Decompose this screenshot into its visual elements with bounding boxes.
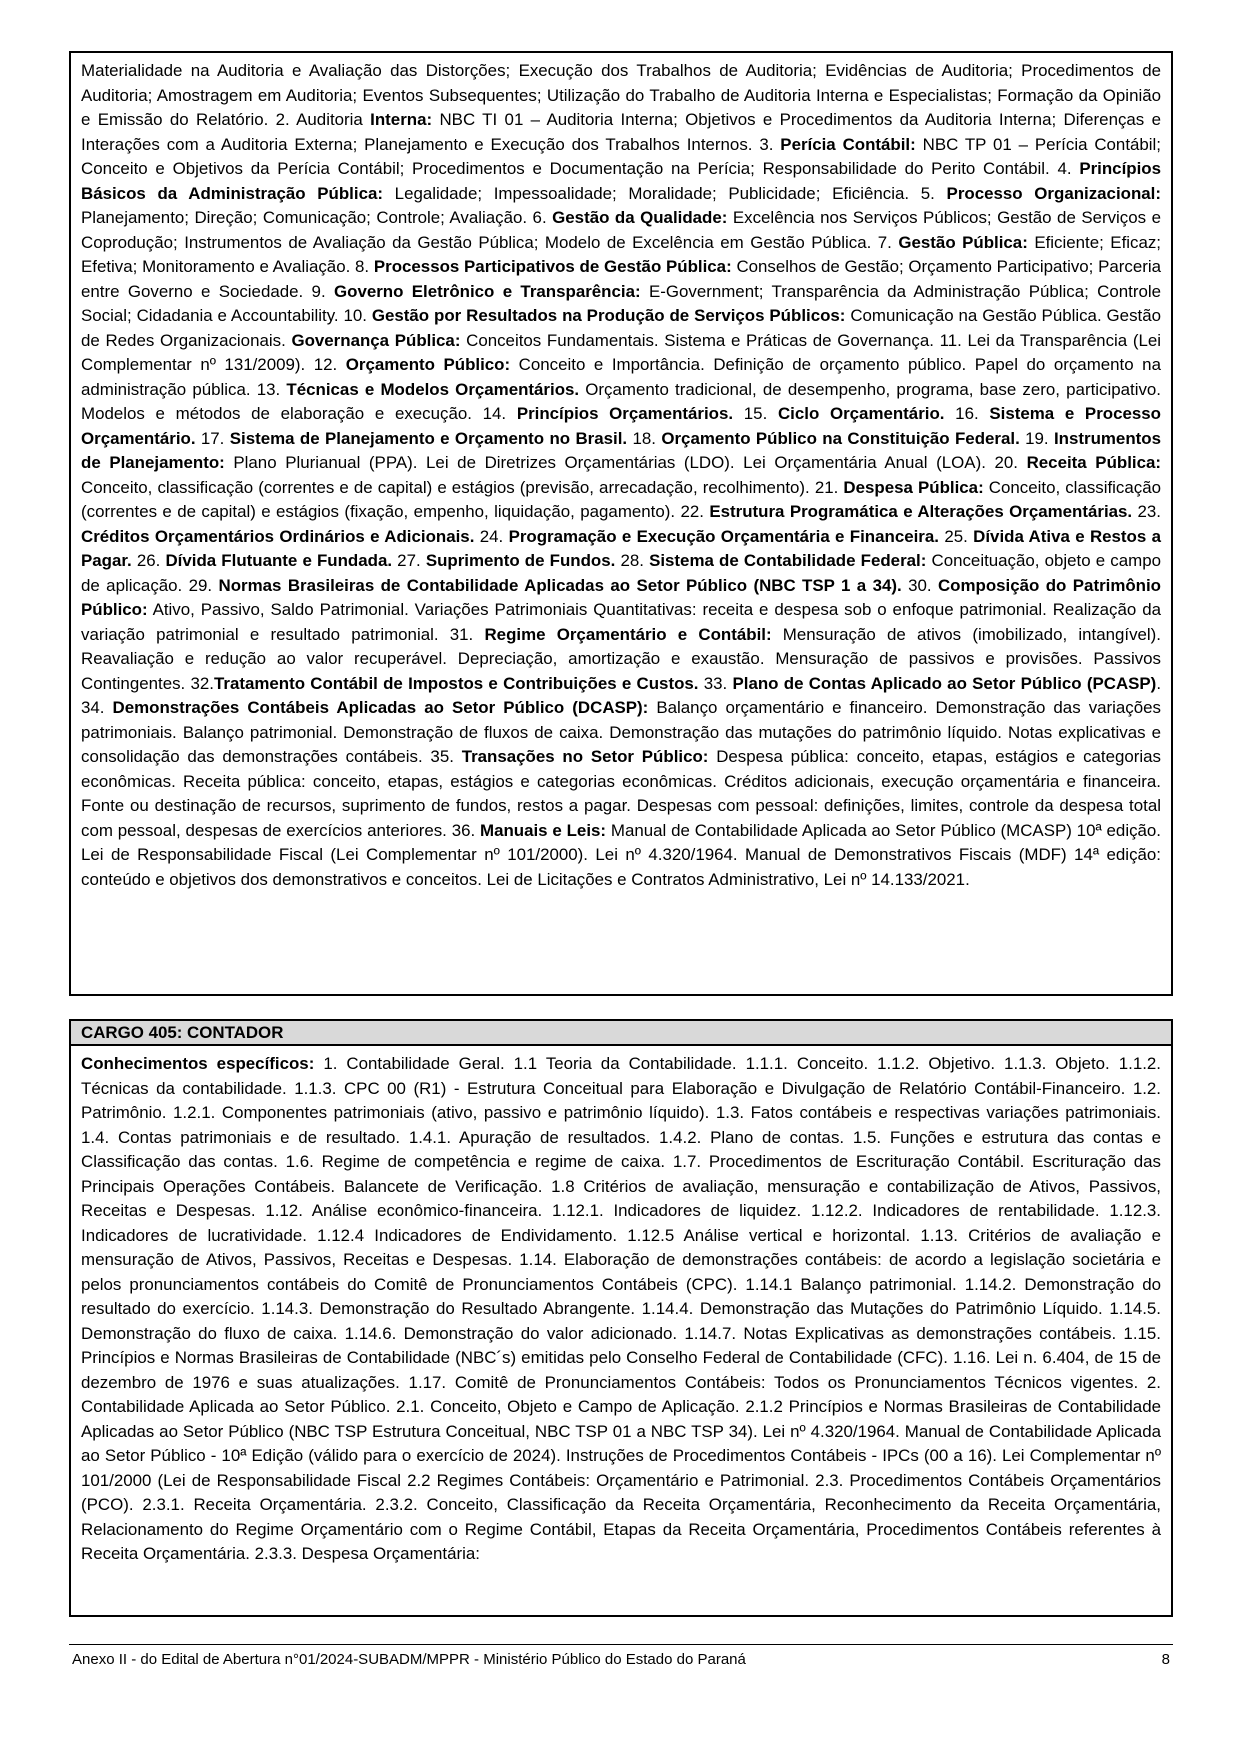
bold-topic: Interna: [370, 110, 433, 129]
bold-topic: Princípios Básicos da Administração Pública: [81, 159, 1161, 203]
bold-topic: Estrutura Programática e Alterações Orçamentárias. [709, 502, 1133, 521]
text-run: Balanço orçamentário e financeiro. Demonstração das variações patrimoniais. Balanço patrimonial. Demonstração de fluxos de caixa. Demonstração das mutações do patrimônio líquido. Notas explicativas e consolidação das demonstrações contábeis. 35. [81, 698, 1161, 766]
bold-topic: Sistema e Processo Orçamentário. [81, 404, 1161, 448]
text-run: Excelência nos Serviços Públicos; Gestão de Serviços e Coprodução; Instrumentos de Avaliação da Gestão Pública; Modelo de Excelência em Gestão Pública. 7. [81, 208, 1161, 252]
cargo-405-box [69, 1019, 1173, 1617]
bold-topic: Conhecimentos específicos: [81, 1054, 315, 1073]
syllabus-continuation-box [69, 51, 1173, 996]
text-run: 33. [698, 673, 733, 693]
text-run: Conceito e Importância. Definição de orçamento público. Papel do orçamento na administração pública. 13. [81, 355, 1161, 399]
text-run: Plano Plurianual (PPA). Lei de Diretrizes Orçamentárias (LDO). Lei Orçamentária Anual (LOA). 20. [224, 453, 1027, 472]
bold-topic: Plano de Contas Aplicado ao Setor Público (PCASP) [732, 673, 1157, 693]
text-run: Mensuração de ativos (imobilizado, intangível). Reavaliação e redução ao valor recuperável. Depreciação, amortização e exaustão. Mensuração de passivos e provisões. Passivos Contingentes. 32. [81, 624, 1161, 693]
bold-topic: Orçamento Público na Constituição Federal. [661, 428, 1020, 448]
text-run: 27. [392, 551, 426, 570]
bold-topic: Técnicas e Modelos Orçamentários. [286, 379, 580, 399]
text-run: 30. [901, 575, 938, 595]
text-run: 23. [1132, 502, 1162, 521]
text-run: Conceitos Fundamentais. Sistema e Práticas de Governança. 11. Lei da Transparência (Lei Complementar nº 131/2009). 12. [81, 330, 1162, 374]
text-run: Despesa pública: conceito, etapas, estágios e categorias econômicas. Receita pública: conceito, etapas, estágios e categorias econômicas. Créditos adicionais, execução orçamentária e financeira. Fonte ou destinação de recursos, suprimento de fundos, restos a pagar. Despesas com pessoal: definições, limites, controle da despesa total com pessoal, despesas de exercícios anteriores. 36. [81, 747, 1161, 840]
bold-topic: Processo Organizacional: [946, 183, 1161, 203]
text-run: Comunicação na Gestão Pública. Gestão de Redes Organizacionais. [81, 306, 1162, 350]
bold-topic: Suprimento de Fundos. [425, 551, 616, 570]
bold-topic: Demonstrações Contábeis Aplicadas ao Setor Público (DCASP): [112, 698, 649, 717]
footer-divider [69, 1644, 1173, 1645]
text-run: E-Government; Transparência da Administração Pública; Controle Social; Cidadania e Accountability. 10. [81, 281, 1162, 325]
text-run: 19. [1019, 428, 1054, 448]
bold-topic: Transações no Setor Público: [461, 747, 709, 766]
bold-topic: Manuais e Leis: [480, 820, 607, 840]
text-run: Conceito, classificação (correntes e de capital) e estágios (fixação, empenho, liquidação, pagamento). 22. [81, 477, 1161, 521]
bold-topic: Governo Eletrônico e Transparência: [333, 281, 641, 301]
text-run: Conselhos de Gestão; Orçamento Participativo; Parceria entre Governo e Sociedade. 9. [81, 257, 1162, 301]
text-run: . 34. [81, 673, 1162, 717]
bold-topic: Ciclo Orçamentário. [777, 404, 945, 423]
bold-topic: Normas Brasileiras de Contabilidade Aplicadas ao Setor Público (NBC TSP 1 a 34). [218, 575, 902, 595]
footer-text: Anexo II - do Edital de Abertura n°01/2024-SUBADM/MPPR - Ministério Público do Estado do Paraná [72, 1651, 746, 1668]
bold-topic: Gestão da Qualidade: [552, 208, 728, 227]
bold-topic: Receita Pública: [1026, 453, 1161, 472]
text-run: Orçamento tradicional, de desempenho, programa, base zero, participativo. Modelos e métodos de elaboração e execução. 14. [81, 379, 1161, 423]
bold-topic: Princípios Orçamentários. [516, 404, 734, 423]
bold-topic: Programação e Execução Orçamentária e Financeira. [508, 526, 939, 546]
bold-topic: Dívida Flutuante e Fundada. [165, 551, 393, 570]
bold-topic: Gestão por Resultados na Produção de Serviços Públicos: [371, 306, 846, 325]
text-run: 28. [615, 551, 650, 570]
text-run: 26. [131, 551, 166, 570]
bold-topic: Perícia Contábil: [780, 134, 916, 154]
bold-topic: Despesa Pública: [843, 477, 984, 497]
text-run: Ativo, Passivo, Saldo Patrimonial. Variações Patrimoniais Quantitativas: receita e despesa sob o enfoque patrimonial. Realização da variação patrimonial e resultado patrimonial. 31. [81, 600, 1161, 644]
bold-topic: Regime Orçamentário e Contábil: [484, 624, 772, 644]
page-number: 8 [1161, 1651, 1170, 1668]
text-run: 15. [733, 404, 778, 423]
text-run: NBC TP 01 – Perícia Contábil; Conceito e Objetivos da Perícia Contábil; Procedimentos e Documentação na Perícia; Responsabilidade do Perito Contábil. 4. [81, 134, 1161, 178]
bold-topic: Composição do Patrimônio Público: [81, 575, 1161, 619]
text-run: Eficiente; Eficaz; Efetiva; Monitoramento e Avaliação. 8. [81, 232, 1161, 276]
bold-topic: Gestão Pública: [898, 232, 1028, 252]
bold-topic: Processos Participativos de Gestão Pública: [373, 257, 732, 276]
bold-topic: Dívida Ativa e Restos a Pagar. [81, 526, 1161, 570]
cargo-405-syllabus-text [71, 1046, 1171, 1567]
bold-topic: Sistema de Contabilidade Federal: [649, 551, 927, 570]
text-run: 24. [474, 526, 509, 546]
text-run: Manual de Contabilidade Aplicada ao Setor Público (MCASP) 10ª edição. Lei de Responsabilidade Fiscal (Lei Complementar nº 101/2000). Lei nº 4.320/1964. Manual de Demonstrativos Fiscais (MDF) 14ª edição: conteúdo e objetivos dos demonstrativos e conceitos. Lei de Licitações e Contratos Administrativo, Lei nº 14.133/2021. [81, 820, 1162, 889]
text-run: Conceito, classificação (correntes e de capital) e estágios (previsão, arrecadação, recolhimento). 21. [81, 477, 844, 497]
bold-topic: Orçamento Público: [345, 355, 511, 374]
text-run: 25. [938, 526, 974, 546]
text-run: 18. [627, 428, 662, 448]
bold-topic: Tratamento Contábil de Impostos e Contribuições e Custos. [213, 673, 699, 693]
text-run: Materialidade na Auditoria e Avaliação das Distorções; Execução dos Trabalhos de Auditoria; Evidências de Auditoria; Procedimentos de Auditoria; Amostragem em Auditoria; Eventos Subsequentes; Utilização do Trabalho de Auditoria Interna e Especialistas; Formação da Opinião e Emissão do Relatório. 2. Auditoria [81, 61, 1161, 129]
text-run: 16. [944, 404, 990, 423]
text-run: 17. [195, 428, 230, 448]
bold-topic: Instrumentos de Planejamento: [81, 428, 1161, 472]
text-run: 1. Contabilidade Geral. 1.1 Teoria da Contabilidade. 1.1.1. Conceito. 1.1.2. Objetivo. 1.1.3. Objeto. 1.1.2. Técnicas da contabilidade. 1.1.3. CPC 00 (R1) - Estrutura Conceitual para Elaboração e Divulgação de Relatório Contábil-Financeiro. 1.2. Patrimônio. 1.2.1. Componentes patrimoniais (ativo, passivo e patrimônio líquido). 1.3. Fatos contábeis e respectivas variações patrimoniais. 1.4. Contas patrimoniais e de resultado. 1.4.1. Apuração de resultados. 1.4.2. Plano de contas. 1.5. Funções e estrutura das contas e Classificação das contas. 1.6. Regime de competência e regime de caixa. 1.7. Procedimentos de Escrituração Contábil. Escrituração das Principais Operações Contábeis. Balancete de Verificação. 1.8 Critérios de avaliação, mensuração e contabilização de Ativos, Passivos, Receitas e Despesas. 1.12. Análise econômico-financeira. 1.12.1. Indicadores de liquidez. 1.12.2. Indicadores de rentabilidade. 1.12.3. Indicadores de lucratividade. 1.12.4 Indicadores de Endividamento. 1.12.5 Análise vertical e horizontal. 1.13. Critérios de avaliação e mensuração de Ativos, Passivos, Receitas e Despesas. 1.14. Elaboração de demonstrações contábeis: de acordo a legislação societária e pelos pronunciamentos contábeis do Comitê de Pronunciamentos Contábeis (CPC). 1.14.1 Balanço patrimonial. 1.14.2. Demonstração do resultado do exercício. 1.14.3. Demonstração do Resultado Abrangente. 1.14.4. Demonstração das Mutações do Patrimônio Líquido. 1.14.5. Demonstração do fluxo de caixa. 1.14.6. Demonstração do valor adicionado. 1.14.7. Notas Explicativas as demonstrações contábeis. 1.15. Princípios e Normas Brasileiras de Contabilidade (NBC´s) emitidas pelo Conselho Federal de Contabilidade (CFC). 1.16. Lei n. 6.404, de 15 de dezembro de 1976 e suas atualizações. 1.17. Comitê de Pronunciamentos Contábeis: Todos os Pronunciamentos Técnicos vigentes. 2. Contabilidade Aplicada ao Setor Público. 2.1. Conceito, Objeto e Campo de Aplicação. 2.1.2 Princípios e Normas Brasileiras de Contabilidade Aplicadas ao Setor Público (NBC TSP Estrutura Conceitual, NBC TSP 01 a NBC TSP 34). Lei nº 4.320/1964. Manual de Contabilidade Aplicada ao Setor Público - 10ª Edição (válido para o exercício de 2024). Instruções de Procedimentos Contábeis - IPCs (00 a 16). Lei Complementar nº 101/2000 (Lei de Responsabilidade Fiscal 2.2 Regimes Contábeis: Orçamentário e Patrimonial. 2.3. Procedimentos Contábeis Orçamentários (PCO). 2.3.1. Receita Orçamentária. 2.3.2. Conceito, Classificação da Receita Orçamentária, Reconhecimento da Receita Orçamentária, Relacionamento do Regime Orçamentário com o Regime Contábil, Etapas da Receita Orçamentária, Procedimentos Contábeis referentes à Receita Orçamentária. 2.3.3. Despesa Orçamentária: [81, 1054, 1161, 1563]
text-run: Conceituação, objeto e campo de aplicação. 29. [81, 551, 1161, 595]
text-run: Planejamento; Direção; Comunicação; Controle; Avaliação. 6. [81, 208, 553, 227]
syllabus-continuation-text [71, 53, 1171, 892]
bold-topic: Governança Pública: [291, 330, 461, 350]
cargo-header: CARGO 405: CONTADOR [71, 1021, 1171, 1046]
bold-topic: Sistema de Planejamento e Orçamento no Brasil. [229, 428, 628, 448]
text-run: NBC TI 01 – Auditoria Interna; Objetivos e Procedimentos da Auditoria Interna; Diferenças e Interações com a Auditoria Externa; Planejamento e Execução dos Trabalhos Internos. 3. [81, 110, 1161, 154]
text-run: Legalidade; Impessoalidade; Moralidade; Publicidade; Eficiência. 5. [382, 183, 947, 203]
bold-topic: Créditos Orçamentários Ordinários e Adicionais. [81, 526, 475, 546]
